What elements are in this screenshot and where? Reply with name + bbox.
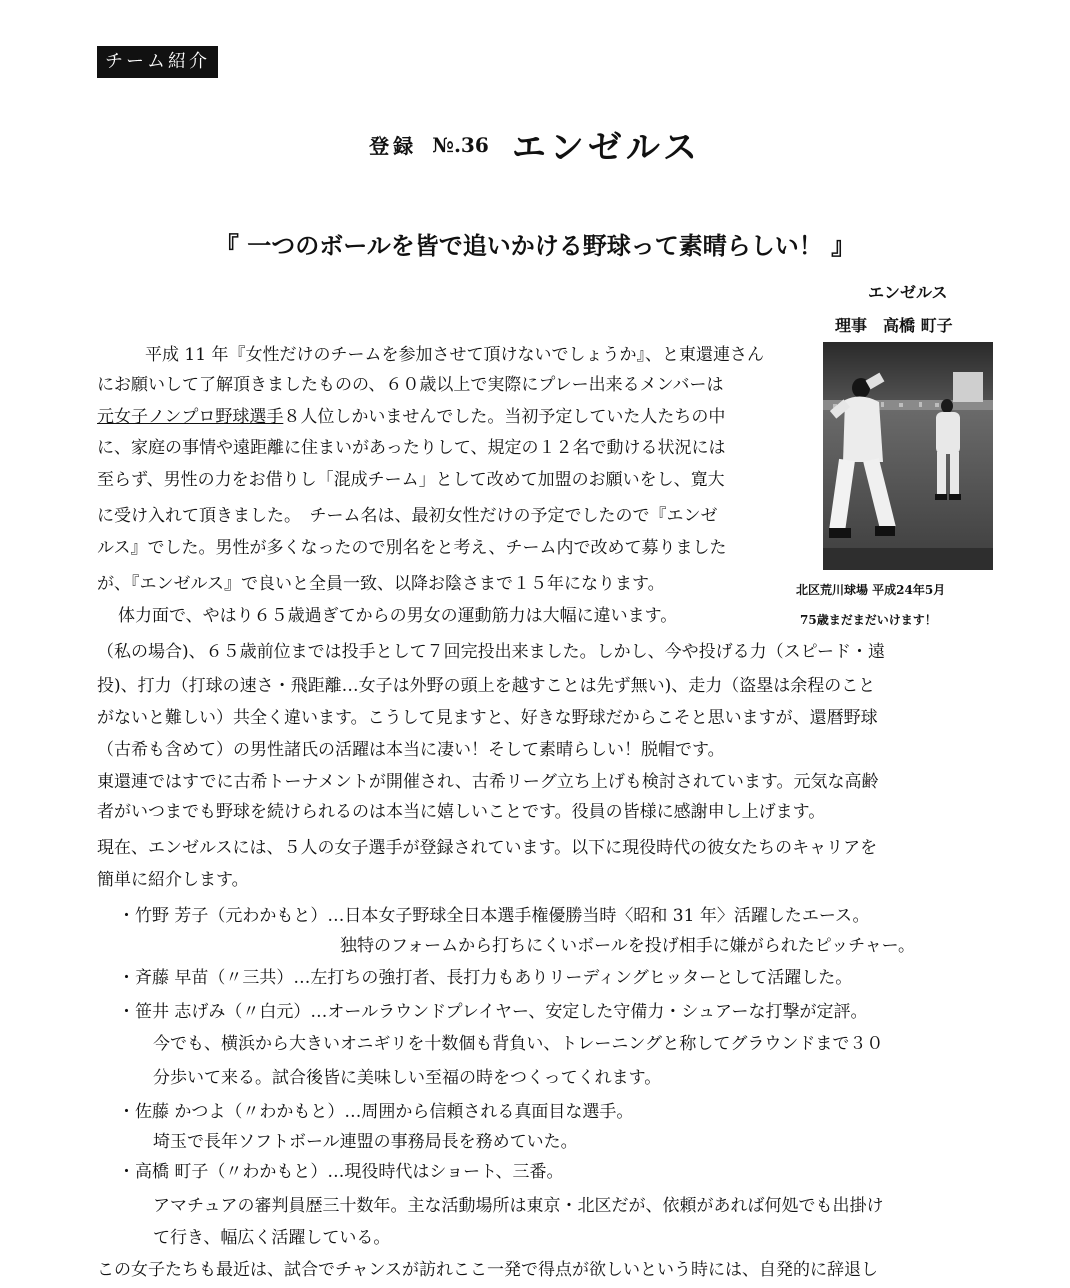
player-entry: ・佐藤 かつよ（〃わかもと）…周囲から信頼される真面目な選手。 <box>118 1102 634 1122</box>
title-team-name: エンゼルス <box>511 128 701 168</box>
body-line: にお願いして了解頂きましたものの、６０歳以上で実際にプレー出来るメンバーは <box>97 375 724 395</box>
player-entry-detail: アマチュアの審判員歴三十数年。主な活動場所は東京・北区だが、依頼があれば何処でも出掛け <box>153 1196 884 1216</box>
title-prefix: 登録 <box>369 134 418 158</box>
body-line: 体力面で、やはり６５歳過ぎてからの男女の運動筋力は大幅に違います。 <box>118 606 678 626</box>
player-entry-detail: 独特のフォームから打ちにくいボールを投げ相手に嫌がられたピッチャー。 <box>340 936 915 956</box>
player-entry-detail: て行き、幅広く活躍している。 <box>153 1228 391 1248</box>
body-line: この女子たちも最近は、試合でチャンスが訪れここ一発で得点が欲しいという時には、自発的に辞退し <box>97 1260 878 1280</box>
author-team: エンゼルス <box>868 283 948 302</box>
underlined-text: 元女子ノンプロ野球選手 <box>97 407 284 427</box>
player-entry-detail: 今でも、横浜から大きいオニギリを十数個も背負い、トレーニングと称してグラウンドまで３０ <box>153 1034 884 1054</box>
body-line: （私の場合)、６５歳前位までは投手として７回完投出来ました。しかし、今や投げる力（スピード・遠 <box>97 642 885 662</box>
body-line: ルス』でした。男性が多くなったので別名をと考え、チーム内で改めて募りました <box>97 538 727 558</box>
body-line: に、家庭の事情や遠距離に住まいがあったりして、規定の１２名で動ける状況には <box>97 438 726 458</box>
body-line: 平成 11 年『女性だけのチームを参加させて頂けないでしょうか』、と東還連さん <box>145 345 764 365</box>
title-registration-number: №.36 <box>432 132 489 157</box>
photo-caption-location: 北区荒川球場 平成24年5月 <box>796 583 946 597</box>
body-line: 現在、エンゼルスには、５人の女子選手が登録されています。以下に現役時代の彼女たちのキャリアを <box>97 838 878 858</box>
player-entry: ・高橋 町子（〃わかもと）…現役時代はショート、三番。 <box>118 1162 564 1182</box>
body-line: 者がいつまでも野球を続けられるのは本当に嬉しいことです。役員の皆様に感謝申し上げます。 <box>97 802 826 822</box>
body-line: （古希も含めて）の男性諸氏の活躍は本当に凄い！そして素晴らしい！脱帽です。 <box>97 740 725 760</box>
body-line: 至らず、男性の力をお借りし「混成チーム」として改めて加盟のお願いをし、寛大 <box>97 470 725 490</box>
player-entry: ・斉藤 早苗（〃三共）…左打ちの強打者、長打力もありリーディングヒッターとして活躍した。 <box>118 968 853 988</box>
body-line: が、『エンゼルス』で良いと全員一致、以降お陰さまで１５年になります。 <box>97 574 665 594</box>
body-line: に受け入れて頂きました。 チーム名は、最初女性だけの予定でしたので『エンゼ <box>97 506 718 526</box>
section-label: チーム紹介 <box>97 46 218 78</box>
player-entry-detail: 分歩いて来る。試合後皆に美味しい至福の時をつくってくれます。 <box>153 1068 662 1088</box>
player-entry: ・竹野 芳子（元わかもと）…日本女子野球全日本選手権優勝当時〈昭和 31 年〉活躍したエース。 <box>118 906 870 926</box>
player-entry: ・笹井 志げみ（〃白元）…オールラウンドプレイヤー、安定した守備力・シュアーな打撃が定評。 <box>118 1002 868 1022</box>
body-text: ８人位しかいませんでした。当初予定していた人たちの中 <box>283 407 726 427</box>
photo-caption-comment: 75歳まだまだいけます！ <box>800 613 937 627</box>
author-name: 理事 高橋 町子 <box>835 316 953 335</box>
article-title <box>0 120 1070 169</box>
pitcher-photo-illustration <box>823 342 993 570</box>
body-line: がないと難しい）共全く違います。こうして見ますと、好きな野球だからこそと思いますが、還暦野球 <box>97 708 878 728</box>
body-line: 東還連ではすでに古希トーナメントが開催され、古希リーグ立ち上げも検討されています。元気な高齢 <box>97 772 879 792</box>
body-line: 簡単に紹介します。 <box>97 870 249 890</box>
team-photo <box>823 342 993 570</box>
body-line: 投)、打力（打球の速さ・飛距離…女子は外野の頭上を越すことは先ず無い)、走力（盗塁は余程のこと <box>97 676 876 696</box>
player-entry-detail: 埼玉で長年ソフトボール連盟の事務局長を務めていた。 <box>153 1132 578 1152</box>
body-line <box>97 405 725 429</box>
slogan: 『 一つのボールを皆で追いかける野球って素晴らしい！ 』 <box>214 231 856 260</box>
